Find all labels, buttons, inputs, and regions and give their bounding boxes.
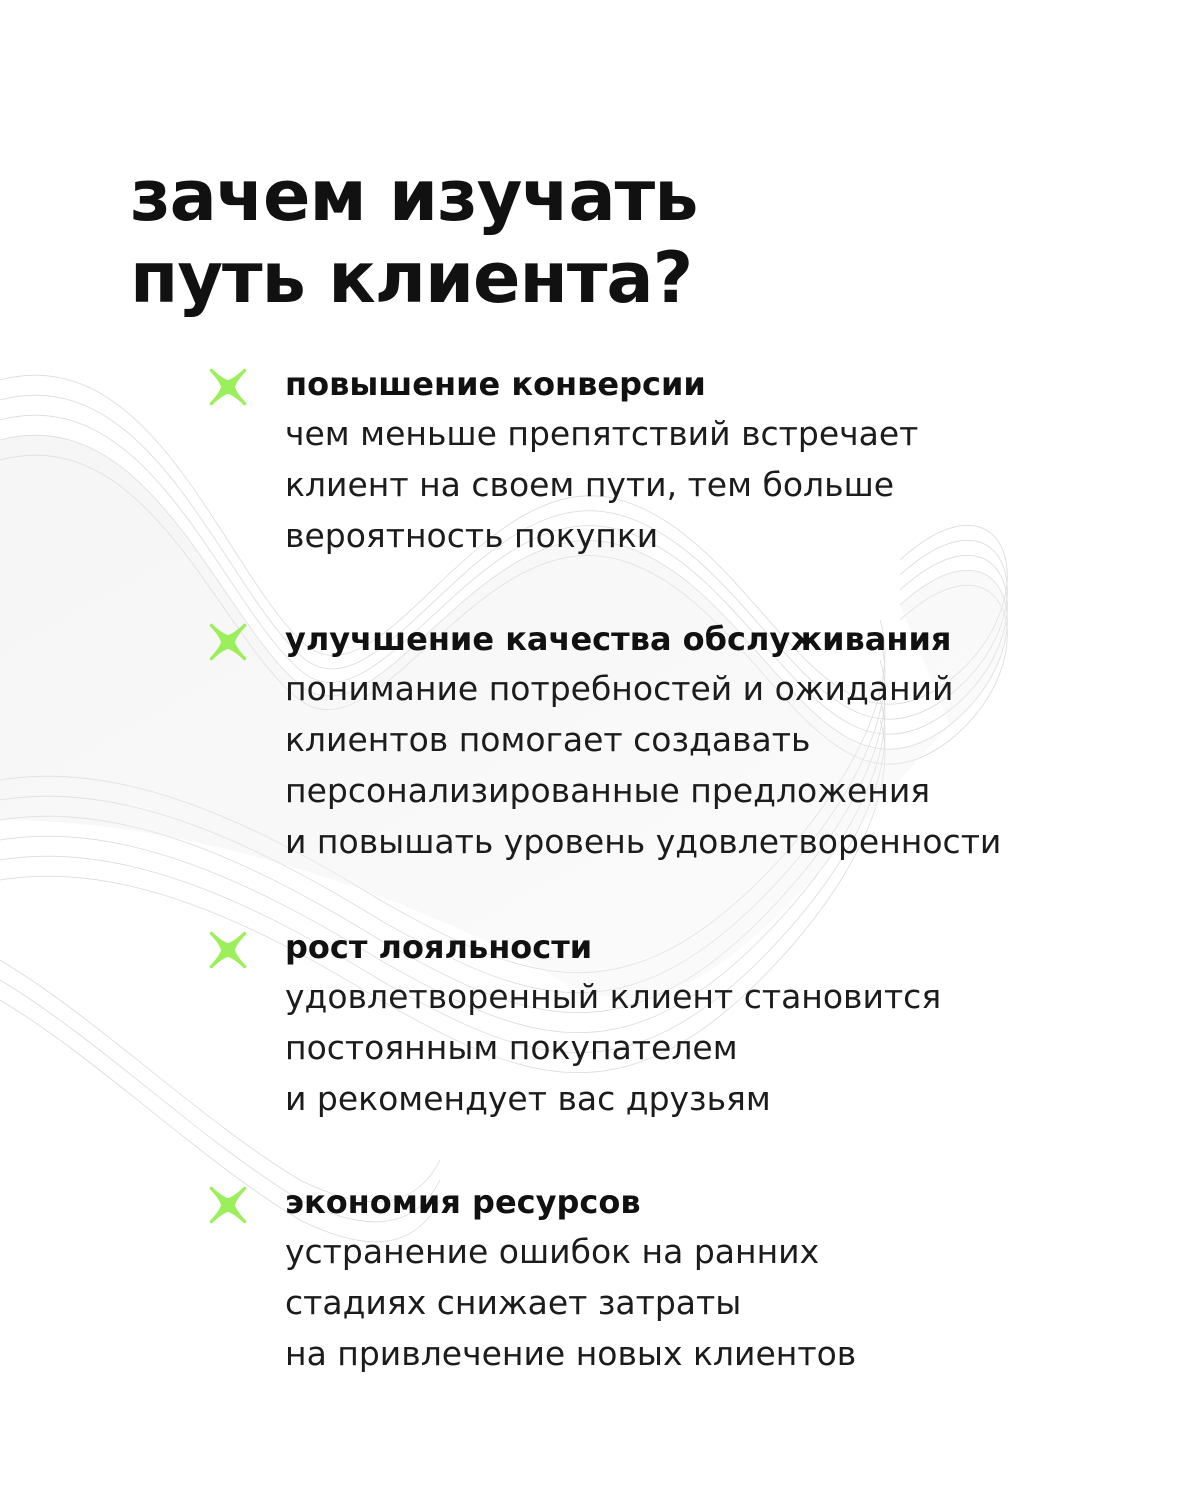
item-body-line: на привлечение новых клиентов — [285, 1334, 857, 1373]
item-heading: рост лояльности — [285, 928, 593, 966]
cross-marker-icon — [205, 927, 251, 973]
list-item-service-quality — [205, 615, 1001, 867]
title-line-1: зачем изучать — [130, 154, 698, 237]
title-line-2: путь клиента? — [130, 236, 693, 319]
page-title — [130, 155, 698, 319]
item-body-line: устранение ошибок на ранних — [285, 1232, 820, 1271]
item-body — [285, 408, 918, 561]
item-body — [285, 663, 1001, 867]
list-item-loyalty — [205, 923, 941, 1124]
item-body-line: клиентов помогает создавать — [285, 720, 811, 759]
item-body-line: понимание потребностей и ожиданий — [285, 669, 954, 708]
cross-marker-icon — [205, 619, 251, 665]
list-item-resource-savings — [205, 1178, 856, 1379]
item-body — [285, 1226, 856, 1379]
item-body-line: стадиях снижает затраты — [285, 1283, 742, 1322]
item-body-line: и рекомендует вас друзьям — [285, 1079, 771, 1118]
item-body-line: постоянным покупателем — [285, 1028, 738, 1067]
item-heading: улучшение качества обслуживания — [285, 620, 952, 658]
item-heading: повышение конверсии — [285, 365, 706, 403]
list-item-conversion — [205, 360, 918, 561]
item-body-line: чем меньше препятствий встречает — [285, 414, 919, 453]
item-body-line: клиент на своем пути, тем больше — [285, 465, 895, 504]
item-body-line: удовлетворенный клиент становится — [285, 977, 942, 1016]
item-heading: экономия ресурсов — [285, 1183, 641, 1221]
item-body — [285, 971, 941, 1124]
item-body-line: персонализированные предложения — [285, 771, 931, 810]
item-body-line: и повышать уровень удовлетворенности — [285, 822, 1002, 861]
cross-marker-icon — [205, 1182, 251, 1228]
cross-marker-icon — [205, 364, 251, 410]
item-body-line: вероятность покупки — [285, 516, 659, 555]
